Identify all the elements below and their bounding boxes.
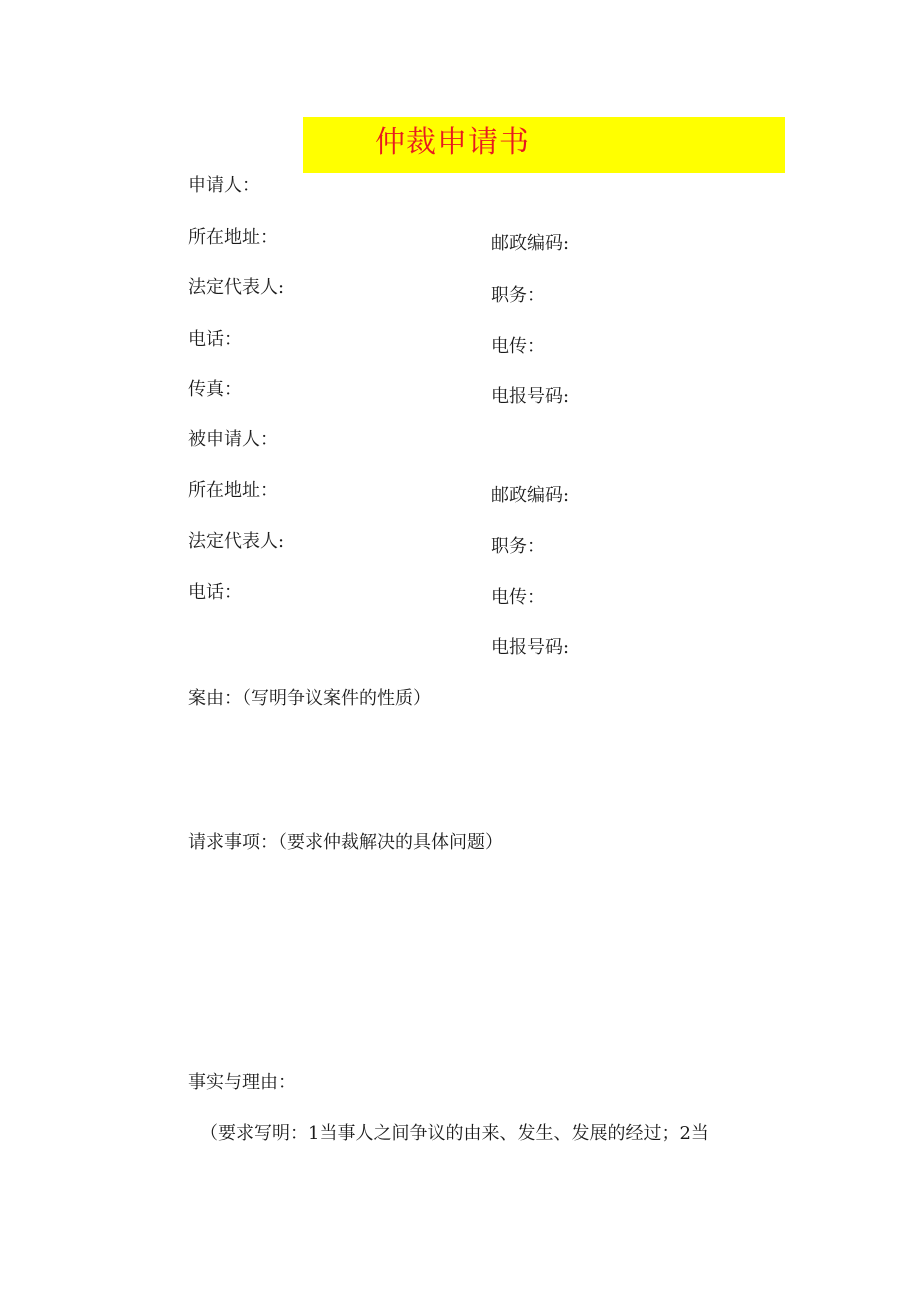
title-highlight-band [303, 117, 785, 173]
respondent-telegram-label: 电报号码: [491, 637, 570, 658]
respondent-legal-rep-label: 法定代表人: [188, 531, 285, 552]
applicant-position-label: 职务： [491, 285, 545, 306]
applicant-legal-rep-label: 法定代表人: [188, 277, 285, 298]
respondent-position-label: 职务： [491, 536, 545, 557]
respondent-telex-label: 电传： [491, 587, 545, 608]
applicant-address-label: 所在地址： [188, 227, 278, 248]
facts-note: （要求写明：1当事人之间争议的由来、发生、发展的经过；2当 [200, 1123, 709, 1144]
respondent-phone-label: 电话： [188, 582, 242, 603]
respondent-header: 被申请人： [188, 429, 278, 450]
claims-label: 请求事项：（要求仲裁解决的具体问题） [188, 832, 503, 853]
respondent-postal-code-label: 邮政编码: [491, 485, 570, 506]
case-cause-label: 案由：（写明争议案件的性质） [188, 688, 431, 709]
applicant-phone-label: 电话： [188, 329, 242, 350]
document-title: 仲裁申请书 [375, 125, 530, 160]
applicant-telex-label: 电传： [491, 336, 545, 357]
applicant-header: 申请人： [188, 175, 260, 196]
applicant-fax-label: 传真： [188, 379, 242, 400]
applicant-postal-code-label: 邮政编码: [491, 233, 570, 254]
facts-header: 事实与理由： [188, 1072, 296, 1093]
applicant-telegram-label: 电报号码: [491, 386, 570, 407]
respondent-address-label: 所在地址： [188, 480, 278, 501]
